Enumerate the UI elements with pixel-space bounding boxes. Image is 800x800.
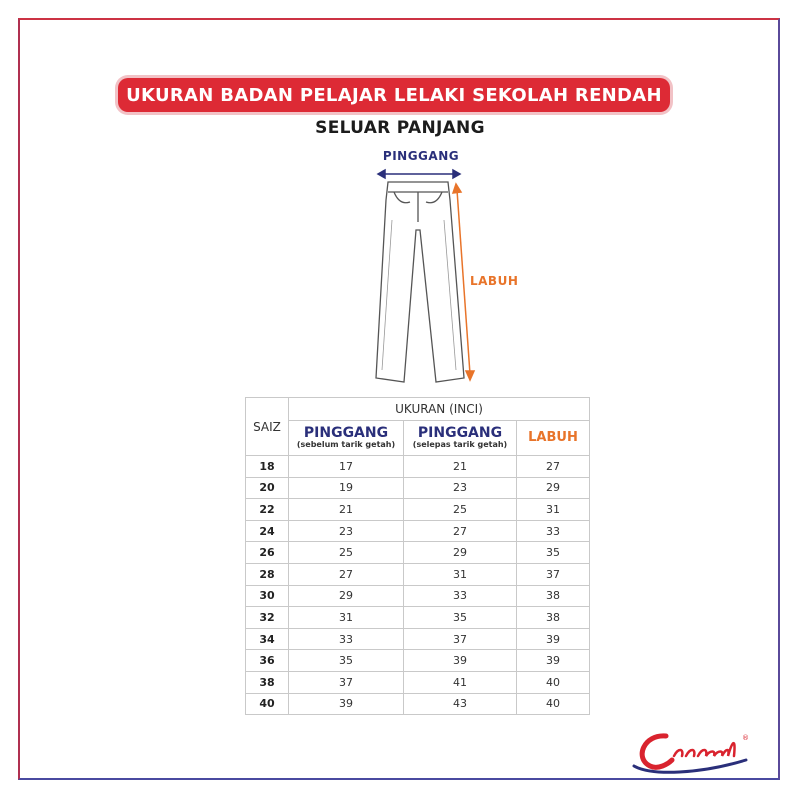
table-row bbox=[246, 456, 590, 478]
size-cell: 38 bbox=[246, 671, 289, 693]
waist-before-cell: 35 bbox=[289, 650, 404, 672]
waist-before-cell: 17 bbox=[289, 456, 404, 478]
waist-after-cell: 21 bbox=[404, 456, 517, 478]
table-row bbox=[246, 477, 590, 499]
waist-before-cell: 29 bbox=[289, 585, 404, 607]
waist-label: PINGGANG bbox=[382, 149, 460, 163]
length-cell: 35 bbox=[517, 542, 590, 564]
size-cell: 30 bbox=[246, 585, 289, 607]
waist-after-cell: 35 bbox=[404, 607, 517, 629]
size-cell: 40 bbox=[246, 693, 289, 715]
table-row bbox=[246, 542, 590, 564]
waist-before-cell: 39 bbox=[289, 693, 404, 715]
length-cell: 37 bbox=[517, 563, 590, 585]
size-header: SAIZ bbox=[246, 398, 289, 456]
waist-after-cell: 43 bbox=[404, 693, 517, 715]
measurement-group-header: UKURAN (INCI) bbox=[289, 398, 590, 421]
size-cell: 22 bbox=[246, 499, 289, 521]
table-row bbox=[246, 628, 590, 650]
table-row bbox=[246, 607, 590, 629]
waist-after-cell: 37 bbox=[404, 628, 517, 650]
length-header: LABUH bbox=[517, 421, 590, 456]
length-cell: 29 bbox=[517, 477, 590, 499]
waist-after-cell: 27 bbox=[404, 520, 517, 542]
waist-before-cell: 33 bbox=[289, 628, 404, 650]
table-row bbox=[246, 499, 590, 521]
length-cell: 40 bbox=[517, 693, 590, 715]
title-banner bbox=[118, 78, 670, 112]
waist-after-cell: 39 bbox=[404, 650, 517, 672]
size-cell: 32 bbox=[246, 607, 289, 629]
size-cell: 28 bbox=[246, 563, 289, 585]
trousers-diagram bbox=[360, 140, 540, 390]
table-row bbox=[246, 520, 590, 542]
waist-before-cell: 37 bbox=[289, 671, 404, 693]
waist-after-cell: 23 bbox=[404, 477, 517, 499]
page-subtitle: SELUAR PANJANG bbox=[315, 118, 485, 138]
waist-before-header: PINGGANG (sebelum tarik getah) bbox=[289, 421, 404, 456]
waist-after-cell: 25 bbox=[404, 499, 517, 521]
size-cell: 18 bbox=[246, 456, 289, 478]
page-title: UKURAN BADAN PELAJAR LELAKI SEKOLAH RENDAH bbox=[126, 84, 662, 106]
size-cell: 24 bbox=[246, 520, 289, 542]
waist-after-cell: 29 bbox=[404, 542, 517, 564]
trousers-icon bbox=[376, 182, 464, 382]
waist-before-cell: 19 bbox=[289, 477, 404, 499]
length-cell: 27 bbox=[517, 456, 590, 478]
waist-after-header: PINGGANG (selepas tarik getah) bbox=[404, 421, 517, 456]
table-row bbox=[246, 671, 590, 693]
length-cell: 38 bbox=[517, 607, 590, 629]
length-cell: 39 bbox=[517, 650, 590, 672]
waist-before-cell: 31 bbox=[289, 607, 404, 629]
size-cell: 34 bbox=[246, 628, 289, 650]
length-cell: 31 bbox=[517, 499, 590, 521]
waist-before-cell: 23 bbox=[289, 520, 404, 542]
length-cell: 38 bbox=[517, 585, 590, 607]
size-cell: 20 bbox=[246, 477, 289, 499]
length-label: LABUH bbox=[470, 274, 519, 288]
table-row bbox=[246, 563, 590, 585]
svg-text:®: ® bbox=[742, 734, 749, 742]
size-cell: 36 bbox=[246, 650, 289, 672]
size-cell: 26 bbox=[246, 542, 289, 564]
canggih-logo bbox=[630, 722, 770, 782]
size-table bbox=[245, 397, 590, 715]
length-cell: 40 bbox=[517, 671, 590, 693]
waist-after-cell: 33 bbox=[404, 585, 517, 607]
waist-arrow-icon bbox=[378, 170, 460, 178]
table-row bbox=[246, 650, 590, 672]
table-row bbox=[246, 585, 590, 607]
waist-after-cell: 41 bbox=[404, 671, 517, 693]
waist-before-cell: 25 bbox=[289, 542, 404, 564]
waist-before-cell: 27 bbox=[289, 563, 404, 585]
waist-before-cell: 21 bbox=[289, 499, 404, 521]
table-row bbox=[246, 693, 590, 715]
waist-after-cell: 31 bbox=[404, 563, 517, 585]
length-cell: 33 bbox=[517, 520, 590, 542]
length-cell: 39 bbox=[517, 628, 590, 650]
